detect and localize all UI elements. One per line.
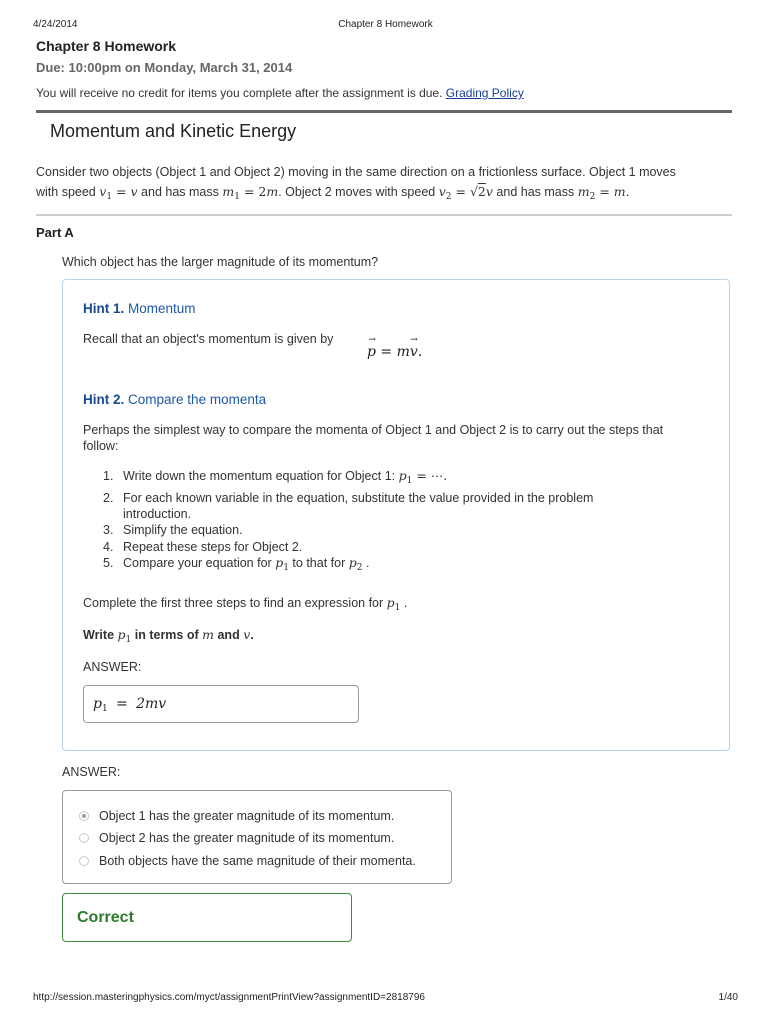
hint-1-name: Momentum <box>128 301 196 316</box>
list-item: 3. Simplify the equation. <box>103 523 243 537</box>
complete-instruction: Complete the first three steps to find an expression for $p_1$ . <box>83 595 408 613</box>
divider <box>36 110 732 113</box>
intro-with-speed: with speed <box>36 185 96 199</box>
problem-intro <box>36 163 736 207</box>
momentum-equation: → p = m→ v. <box>367 344 422 360</box>
radio-button[interactable] <box>79 811 89 821</box>
hint-panel <box>62 279 730 751</box>
radio-button[interactable] <box>79 833 89 843</box>
list-item: 1. Write down the momentum equation for Object 1: $p_1$ = ⋯. <box>103 468 448 486</box>
print-url: http://session.masteringphysics.com/myct/assignmentPrintView?assignmentID=2818796 <box>33 992 425 1003</box>
print-date: 4/24/2014 <box>33 19 78 30</box>
p1-answer-variable: $p_1$ <box>93 696 108 714</box>
hint-2-text-line2: follow: <box>83 439 119 453</box>
radio-button[interactable] <box>79 856 89 866</box>
correct-feedback: Correct <box>62 893 352 942</box>
divider-light <box>36 214 732 216</box>
list-item: 5. Compare your equation for $p_1$ to that for $p_2$ . <box>103 555 370 573</box>
hint-1-title[interactable] <box>83 301 196 316</box>
hint-answer-label: ANSWER: <box>83 660 142 674</box>
list-item: 4. Repeat these steps for Object 2. <box>103 539 303 554</box>
steps-list <box>103 468 663 577</box>
hint-2-name: Compare the momenta <box>128 392 267 407</box>
p1-expression: $p_1$ = ⋯. <box>398 468 448 486</box>
m2-expression: $m_2 = m$. <box>577 184 630 202</box>
part-a-label: Part A <box>36 225 74 240</box>
page-number: 1/40 <box>718 992 738 1003</box>
due-date: Due: 10:00pm on Monday, March 31, 2014 <box>36 60 293 75</box>
print-footer <box>33 992 738 1006</box>
answer-choices: Object 1 has the greater magnitude of its momentum. Object 2 has the greater magnitude of its momentum. Both objects have the same magnitude of their momenta. <box>62 790 452 884</box>
late-notice-text: You will receive no credit for items you complete after the assignment is due. <box>36 86 443 100</box>
hint-2-title[interactable] <box>83 392 266 407</box>
m1-expression: $m_1 = 2m$ <box>222 184 279 202</box>
intro-line1: Consider two objects (Object 1 and Object 2) moving in the same direction on a frictionless surface. Object 1 moves <box>36 165 676 179</box>
hint-2-text <box>83 422 713 454</box>
grading-policy-link[interactable]: Grading Policy <box>445 86 524 100</box>
print-title: Chapter 8 Homework <box>338 19 433 30</box>
print-header <box>33 19 738 33</box>
problem-title: Momentum and Kinetic Energy <box>50 121 297 141</box>
p1-answer-field[interactable]: $p_1 = 2mv$ <box>83 685 359 723</box>
v2-expression: $v_2 = √2v$ <box>438 184 493 202</box>
assignment-title: Chapter 8 Homework <box>36 38 177 54</box>
intro-and-mass: and has mass <box>141 185 219 199</box>
answer-label: ANSWER: <box>62 765 121 779</box>
list-item: 2. For each known variable in the equation, substitute the value provided in the problem introduction. <box>103 490 594 521</box>
hint-2-number: Hint 2. <box>83 392 125 407</box>
write-instruction: Write $p_1$ in terms of m and v. <box>83 627 254 645</box>
part-a-question: Which object has the larger magnitude of its momentum? <box>62 255 379 269</box>
intro-and-mass2: and has mass <box>496 185 575 199</box>
hint-1-number: Hint 1. <box>83 301 125 316</box>
hint-1-text: Recall that an object's momentum is given by <box>83 332 334 346</box>
hint-2-text-line1: Perhaps the simplest way to compare the momenta of Object 1 and Object 2 is to carry out the steps that <box>83 423 664 437</box>
late-notice <box>36 86 524 100</box>
v1-expression: $v_1 = v$ <box>99 184 138 202</box>
p1-answer-value: 2mv <box>136 696 167 712</box>
intro-obj2-speed: . Object 2 moves with speed <box>278 185 436 199</box>
